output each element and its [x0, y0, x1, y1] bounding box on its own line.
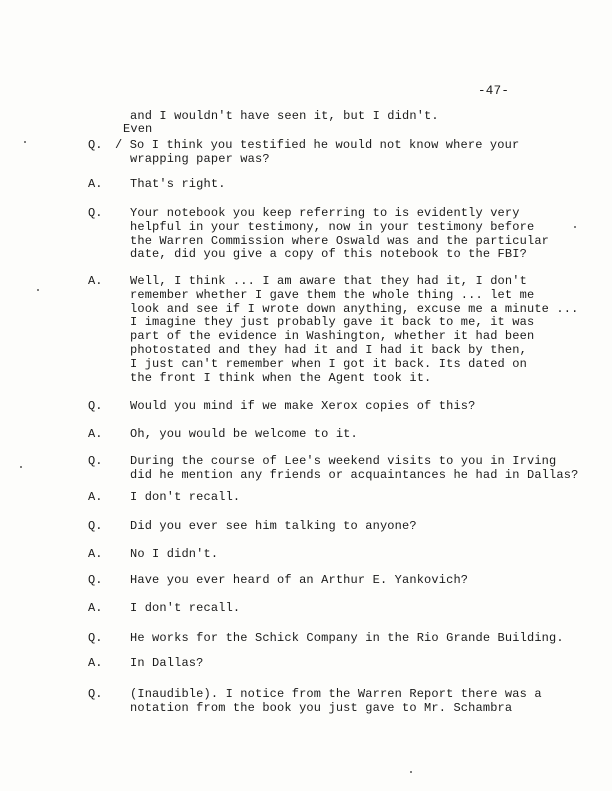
transcript-line: Did you ever see him talking to anyone?: [130, 519, 417, 533]
transcript-line: the Warren Commission where Oswald was and the particular: [130, 233, 550, 248]
scan-speck: [24, 141, 26, 143]
scan-speck: [410, 771, 412, 773]
transcript-line: Have you ever heard of an Arthur E. Yankovich?: [130, 573, 469, 587]
transcript-line: Well, I think ... I am aware that they had it, I don't: [130, 274, 527, 288]
transcript-line: Your notebook you keep referring to is evidently very: [130, 206, 520, 220]
speaker-label: A.: [88, 177, 103, 191]
transcript-line: look and see if I wrote down anything, excuse me a minute ...: [130, 301, 579, 316]
speaker-label: Q.: [88, 454, 103, 468]
transcript-line: helpful in your testimony, now in your testimony before: [130, 219, 535, 234]
transcript-line: I imagine they just probably gave it back to me, it was: [130, 315, 535, 330]
speaker-label: Q.: [88, 138, 103, 152]
speaker-label: Q.: [88, 687, 103, 701]
transcript-line: remember whether I gave them the whole thing ... let me: [130, 287, 535, 302]
speaker-label: Q.: [88, 573, 103, 587]
transcript-line: That's right.: [130, 177, 226, 191]
continuation-line: and I wouldn't have seen it, but I didn't.: [130, 109, 439, 123]
page-number: -47-: [478, 84, 510, 98]
speaker-label: Q.: [88, 631, 103, 645]
speaker-label: A.: [88, 547, 103, 561]
scan-speck: [37, 289, 39, 291]
scan-speck: [20, 466, 22, 468]
transcript-line: During the course of Lee's weekend visits to you in Irving: [130, 454, 557, 468]
speaker-label: A.: [88, 427, 103, 441]
speaker-label: A.: [88, 274, 103, 288]
transcript-line: I don't recall.: [130, 601, 241, 615]
transcript-line: (Inaudible). I notice from the Warren Report there was a: [130, 687, 542, 701]
transcript-line: He works for the Schick Company in the Rio Grande Building.: [130, 631, 564, 645]
transcript-line: the front I think when the Agent took it.: [130, 370, 432, 385]
speaker-label: A.: [88, 601, 103, 615]
handwritten-insert: Even: [123, 122, 153, 136]
transcript-line: I just can't remember when I got it back. Its dated on: [130, 356, 527, 371]
transcript-line: / So I think you testified he would not know where your: [115, 138, 520, 152]
transcript-line: Would you mind if we make Xerox copies of this?: [130, 399, 476, 413]
transcript-line: wrapping paper was?: [130, 151, 270, 166]
transcript-line: did he mention any friends or acquaintances he had in Dallas?: [130, 467, 579, 482]
speaker-label: A.: [88, 490, 103, 504]
transcript-line: Oh, you would be welcome to it.: [130, 427, 358, 441]
scan-speck: [574, 226, 576, 228]
speaker-label: Q.: [88, 399, 103, 413]
speaker-label: A.: [88, 656, 103, 670]
transcript-line: photostated and they had it and I had it back by then,: [130, 343, 527, 357]
transcript-line: notation from the book you just gave to Mr. Schambra: [130, 700, 513, 715]
transcript-line: I don't recall.: [130, 490, 241, 504]
transcript-line: part of the evidence in Washington, whether it had been: [130, 329, 535, 344]
transcript-line: date, did you give a copy of this notebook to the FBI?: [130, 247, 527, 262]
transcript-line: No I didn't.: [130, 547, 219, 561]
speaker-label: Q.: [88, 206, 103, 220]
speaker-label: Q.: [88, 519, 103, 533]
transcript-line: In Dallas?: [130, 656, 204, 670]
